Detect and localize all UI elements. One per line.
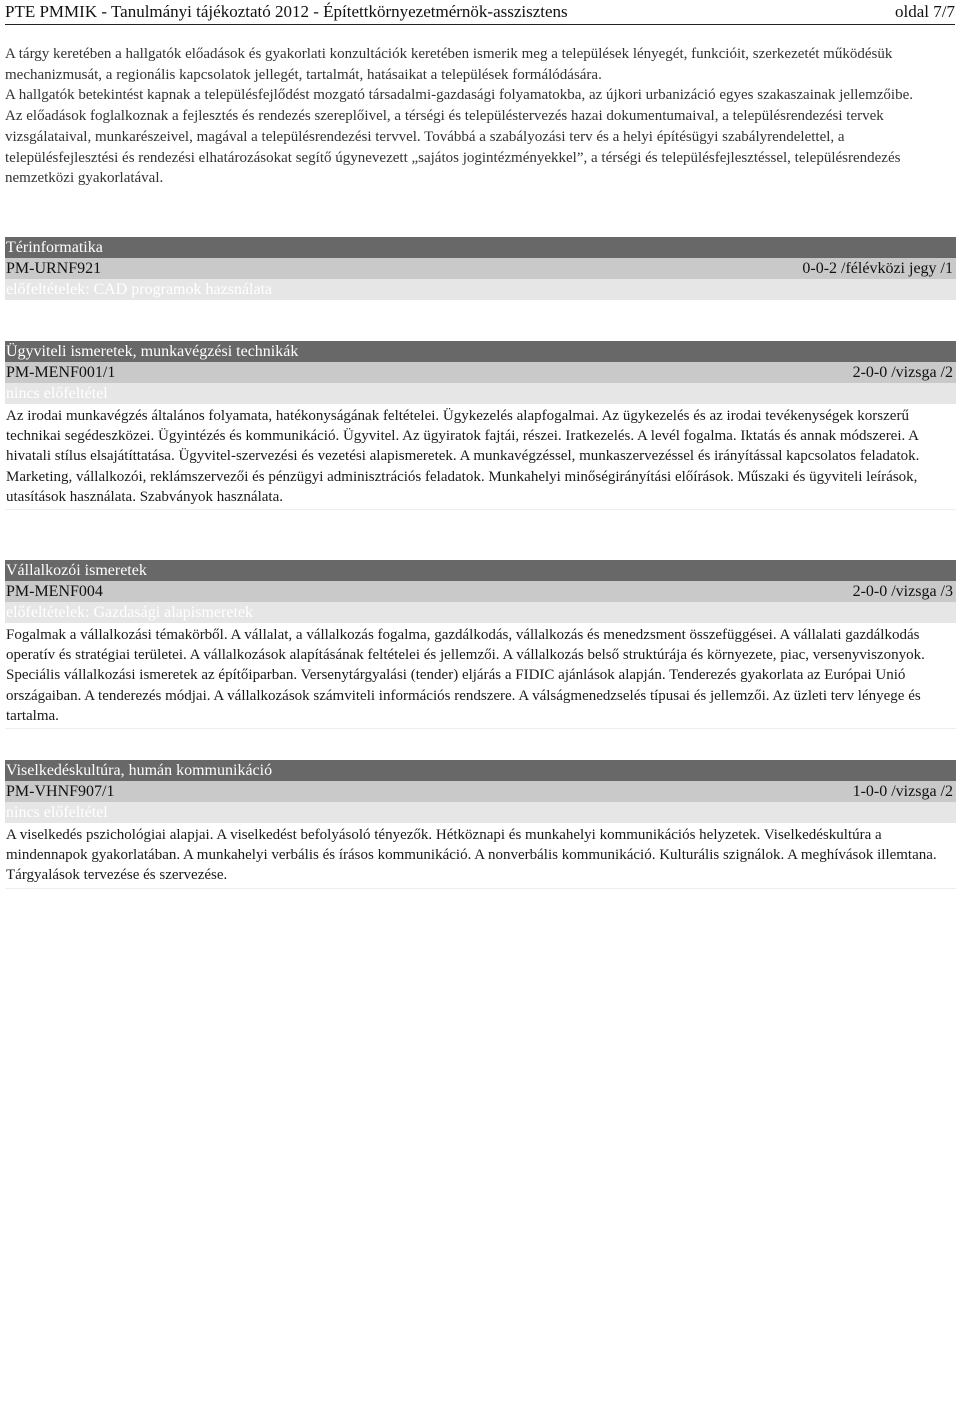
course-code-row xyxy=(5,781,956,802)
course-description: Az irodai munkavégzés általános folyamata, hatékonyságának feltételei. Ügykezelés alapfogalmai. Az ügykezelés és az irodai tevékenységek korszerű technikai segédeszközei. Ügyintézés és kommunikáció. Ügyvitel. Az ügyiratok fajtái, részei. Iratkezelés. A levél fogalma. Iktatás és annak módszerei. A hivatali stílus elsajátíttatása. Ügyvitel-szervezési és vezetési alapismeretek. A munkavégzéssel, munkaszervezéssel és irányítással kapcsolatos feladatok. Marketing, vállalkozói, reklámszervezői és pénzügyi adminisztrációs feladatok. Munkahelyi minőségirányítási előírások. Műszaki és ügyviteli leírások, utasítások használata. Szabványok használata. xyxy=(5,404,956,510)
course-title: Viselkedéskultúra, humán kommunikáció xyxy=(5,760,956,781)
page-number: oldal 7/7 xyxy=(895,2,955,21)
page-header xyxy=(5,0,955,25)
course-description: A viselkedés pszichológiai alapjai. A viselkedést befolyásoló tényezők. Hétköznapi és munkahelyi kommunikációs helyzetek. Viselkedéskultúra a mindennapok gyakorlatában. A munkahelyi verbális és írásos kommunikáció. A nonverbális kommunikáció. Kulturális szignálok. A meghívások illemtana. Tárgyalások tervezése és szervezése. xyxy=(5,823,956,889)
course-code-row xyxy=(5,581,956,602)
course-info: 2-0-0 /vizsga /3 xyxy=(852,583,953,600)
course-title: Vállalkozói ismeretek xyxy=(5,560,956,581)
course-prereq: nincs előfeltétel xyxy=(5,802,956,823)
document-title: PTE PMMIK - Tanulmányi tájékoztató 2012 - Építettkörnyezetmérnök-asszisztens xyxy=(5,2,568,21)
course-viselkedeskultura xyxy=(5,760,956,889)
course-prereq: nincs előfeltétel xyxy=(5,383,956,404)
course-code: PM-VHNF907/1 xyxy=(6,783,115,800)
intro-text xyxy=(5,44,955,189)
course-code-row xyxy=(5,362,956,383)
course-terinformatika xyxy=(5,237,956,300)
course-prereq: előfeltételek: Gazdasági alapismeretek xyxy=(5,602,956,623)
course-info: 1-0-0 /vizsga /2 xyxy=(852,783,953,800)
course-prereq: előfeltételek: CAD programok hazsnálata xyxy=(5,279,956,300)
course-info: 2-0-0 /vizsga /2 xyxy=(852,364,953,381)
course-code: PM-URNF921 xyxy=(6,260,102,277)
course-code: PM-MENF001/1 xyxy=(6,364,116,381)
course-vallalkozoi xyxy=(5,560,956,729)
course-title: Ügyviteli ismeretek, munkavégzési technikák xyxy=(5,341,956,362)
intro-paragraph: A hallgatók betekintést kapnak a településfejlődést mozgató társadalmi-gazdasági folyamatokba, az újkori urbanizáció egyes szakaszainak jellemzőibe. xyxy=(5,87,913,104)
course-info: 0-0-2 /félévközi jegy /1 xyxy=(802,260,953,277)
course-code-row xyxy=(5,258,956,279)
course-ugyviteli xyxy=(5,341,956,510)
intro-paragraph: Az előadások foglalkoznak a fejlesztés és rendezés szereplőivel, a térségi és településtervezés hazai dokumentumaival, a településrendezési tervek vizsgálataival, munkarészeivel, magával a településrendezési tervvel. Továbbá a szabályozási terv és a helyi építésügyi szabályrendelettel, a településfejlesztési és rendezési elhatározásokat segítő úgynevezett „sajátos jogintézményekkel”, a térségi és településfejlesztéssel, településrendezés nemzetközi gyakorlatával. xyxy=(5,108,901,187)
course-title: Térinformatika xyxy=(5,237,956,258)
course-description: Fogalmak a vállalkozási témakörből. A vállalat, a vállalkozás fogalma, gazdálkodás, vállalkozás és menedzsment összefüggései. A vállalati gazdálkodás operatív és stratégiai területei. A vállalkozások alapításának feltételei és jellemzői. A vállalkozás belső struktúrája és környezete, piac, versenyviszonyok. Speciális vállalkozási ismeretek az építőiparban. Versenytárgyalási (tender) eljárás a FIDIC ajánlások alapján. Tenderezés gyakorlata az Európai Unió országaiban. A tenderezés módjai. A vállalkozások számviteli információs rendszere. A válságmenedzselés típusai és jellemzői. Az üzleti terv lényege és tartalma. xyxy=(5,623,956,729)
course-code: PM-MENF004 xyxy=(6,583,103,600)
intro-paragraph: A tárgy keretében a hallgatók előadások és gyakorlati konzultációk keretében ismerik meg a települések lényegét, funkcióit, szerkezetét működésük mechanizmusát, a regionális kapcsolatok jellegét, tartalmát, hatásaikat a települések formálódására. xyxy=(5,46,893,83)
